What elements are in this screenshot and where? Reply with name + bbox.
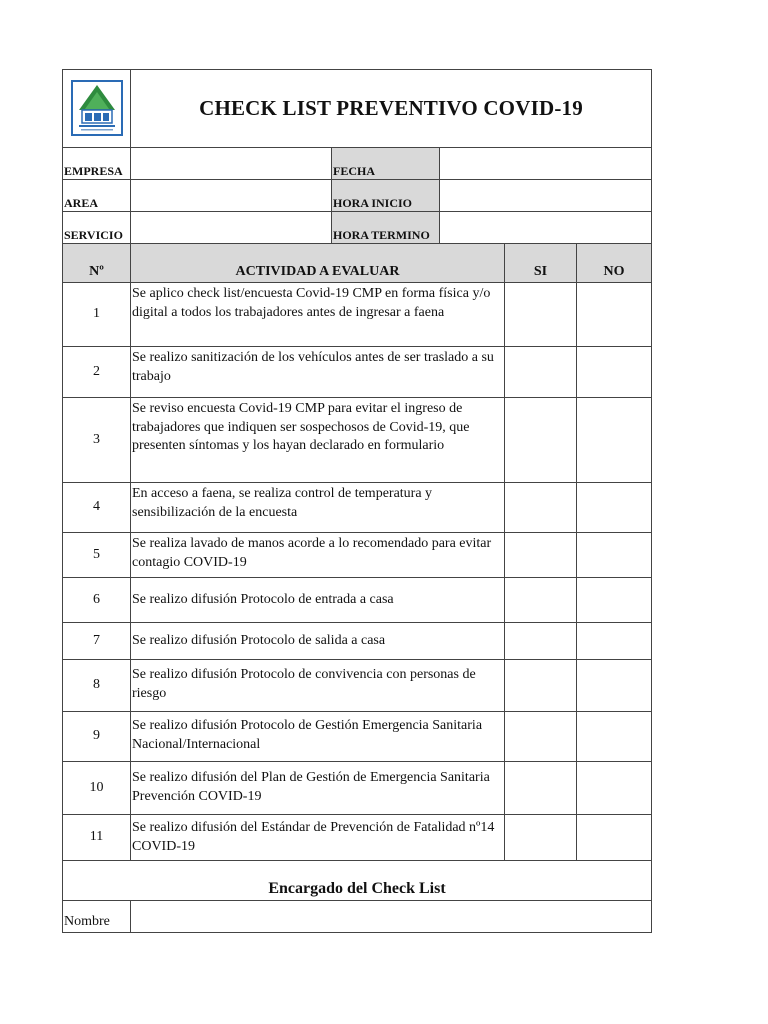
servicio-field[interactable] bbox=[131, 212, 332, 244]
checklist-table bbox=[62, 69, 652, 933]
activity-text: En acceso a faena, se realiza control de temperatura y sensibilización de la encuesta bbox=[131, 483, 505, 533]
si-cell[interactable] bbox=[505, 578, 577, 623]
empresa-field[interactable] bbox=[131, 148, 332, 180]
activity-text: Se realizo difusión del Estándar de Prevención de Fatalidad nº14 COVID-19 bbox=[131, 815, 505, 861]
hora-inicio-label: HORA INICIO bbox=[332, 180, 440, 212]
fecha-field[interactable] bbox=[440, 148, 652, 180]
hora-termino-field[interactable] bbox=[440, 212, 652, 244]
no-cell[interactable] bbox=[577, 578, 652, 623]
row-number: 11 bbox=[63, 815, 131, 861]
row-number: 1 bbox=[63, 283, 131, 347]
activity-text: Se realizo difusión Protocolo de Gestión Emergencia Sanitaria Nacional/Internacional bbox=[131, 712, 505, 762]
no-cell[interactable] bbox=[577, 283, 652, 347]
si-cell[interactable] bbox=[505, 815, 577, 861]
si-cell[interactable] bbox=[505, 347, 577, 398]
activity-text: Se realizo difusión Protocolo de entrada a casa bbox=[131, 578, 505, 623]
table-header-row bbox=[63, 244, 652, 283]
activity-text: Se realizo difusión Protocolo de convivencia con personas de riesgo bbox=[131, 660, 505, 712]
activity-text: Se reviso encuesta Covid-19 CMP para evitar el ingreso de trabajadores que indiquen ser sospechosos de Covid-19, que presenten síntomas y los hayan declarado en formulario bbox=[131, 398, 505, 483]
encargado-row bbox=[63, 861, 652, 901]
encargado-label: Encargado del Check List bbox=[63, 861, 652, 901]
table-row bbox=[63, 533, 652, 578]
fecha-label: FECHA bbox=[332, 148, 440, 180]
table-row bbox=[63, 712, 652, 762]
activity-text: Se realizo difusión Protocolo de salida a casa bbox=[131, 623, 505, 660]
no-cell[interactable] bbox=[577, 660, 652, 712]
column-header-number: Nº bbox=[63, 244, 131, 283]
column-header-si: SI bbox=[505, 244, 577, 283]
si-cell[interactable] bbox=[505, 762, 577, 815]
no-cell[interactable] bbox=[577, 347, 652, 398]
empresa-label: EMPRESA bbox=[63, 148, 131, 180]
table-row bbox=[63, 398, 652, 483]
table-row bbox=[63, 578, 652, 623]
nombre-field[interactable] bbox=[131, 901, 652, 933]
row-number: 2 bbox=[63, 347, 131, 398]
activity-text: Se realizo sanitización de los vehículos antes de ser traslado a su trabajo bbox=[131, 347, 505, 398]
column-header-no: NO bbox=[577, 244, 652, 283]
logo-cell bbox=[63, 70, 131, 148]
hora-inicio-field[interactable] bbox=[440, 180, 652, 212]
row-number: 7 bbox=[63, 623, 131, 660]
row-number: 10 bbox=[63, 762, 131, 815]
table-row bbox=[63, 283, 652, 347]
no-cell[interactable] bbox=[577, 483, 652, 533]
meta-row-empresa bbox=[63, 148, 652, 180]
row-number: 5 bbox=[63, 533, 131, 578]
si-cell[interactable] bbox=[505, 712, 577, 762]
si-cell[interactable] bbox=[505, 483, 577, 533]
no-cell[interactable] bbox=[577, 762, 652, 815]
row-number: 9 bbox=[63, 712, 131, 762]
no-cell[interactable] bbox=[577, 533, 652, 578]
si-cell[interactable] bbox=[505, 398, 577, 483]
document-title: CHECK LIST PREVENTIVO COVID-19 bbox=[131, 70, 652, 148]
si-cell[interactable] bbox=[505, 533, 577, 578]
table-row bbox=[63, 815, 652, 861]
table-row bbox=[63, 483, 652, 533]
area-field[interactable] bbox=[131, 180, 332, 212]
area-label: AREA bbox=[63, 180, 131, 212]
no-cell[interactable] bbox=[577, 398, 652, 483]
si-cell[interactable] bbox=[505, 660, 577, 712]
row-number: 8 bbox=[63, 660, 131, 712]
servicio-label: SERVICIO bbox=[63, 212, 131, 244]
company-logo bbox=[71, 80, 123, 136]
row-number: 3 bbox=[63, 398, 131, 483]
checklist-sheet bbox=[62, 69, 651, 933]
no-cell[interactable] bbox=[577, 712, 652, 762]
activity-text: Se aplico check list/encuesta Covid-19 CMP en forma física y/o digital a todos los trabajadores antes de ingresar a faena bbox=[131, 283, 505, 347]
si-cell[interactable] bbox=[505, 283, 577, 347]
no-cell[interactable] bbox=[577, 815, 652, 861]
row-number: 6 bbox=[63, 578, 131, 623]
activity-text: Se realizo difusión del Plan de Gestión de Emergencia Sanitaria Prevención COVID-19 bbox=[131, 762, 505, 815]
meta-row-servicio bbox=[63, 212, 652, 244]
table-row bbox=[63, 660, 652, 712]
title-row bbox=[63, 70, 652, 148]
table-row bbox=[63, 347, 652, 398]
column-header-activity: ACTIVIDAD A EVALUAR bbox=[131, 244, 505, 283]
meta-row-area bbox=[63, 180, 652, 212]
activity-text: Se realiza lavado de manos acorde a lo recomendado para evitar contagio COVID-19 bbox=[131, 533, 505, 578]
si-cell[interactable] bbox=[505, 623, 577, 660]
table-row bbox=[63, 623, 652, 660]
table-row bbox=[63, 762, 652, 815]
no-cell[interactable] bbox=[577, 623, 652, 660]
row-number: 4 bbox=[63, 483, 131, 533]
nombre-label: Nombre bbox=[63, 901, 131, 933]
nombre-row bbox=[63, 901, 652, 933]
hora-termino-label: HORA TERMINO bbox=[332, 212, 440, 244]
